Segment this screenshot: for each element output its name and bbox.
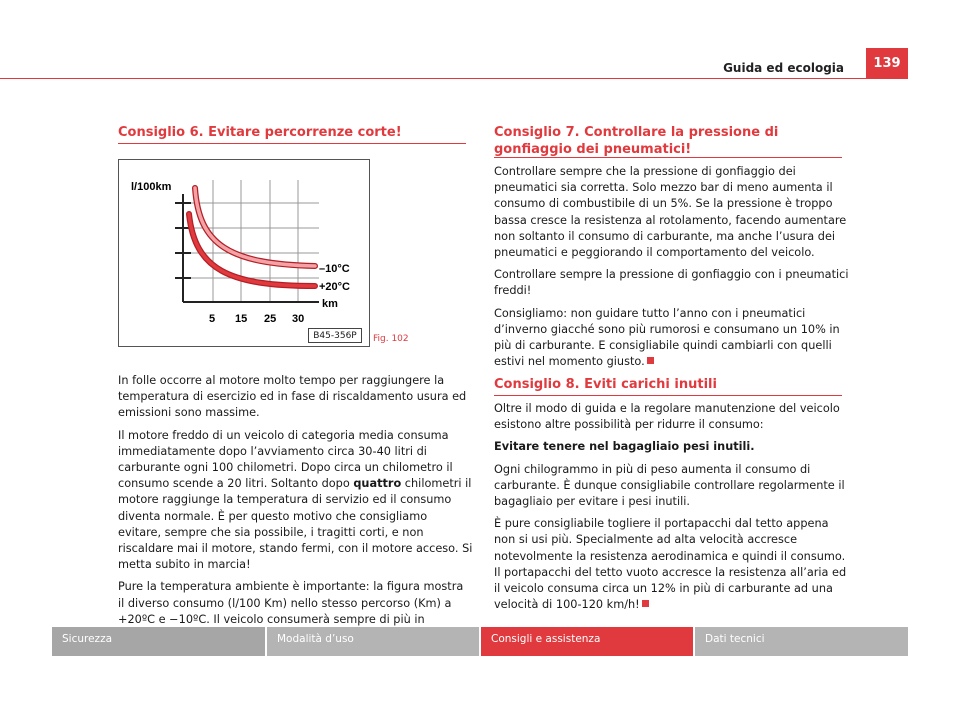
tab-sicurezza[interactable]: Sicurezza — [52, 627, 265, 656]
paragraph: In folle occorre al motore molto tempo per raggiungere la temperatura di esercizio ed in fase di riscaldamento usura ed emissioni sono massime. — [118, 374, 467, 420]
chart-ylabel: l/100km — [131, 181, 172, 193]
heading-consiglio-7: Consiglio 7. Controllare la pressione di gonfiaggio dei pneumatici! — [494, 125, 779, 157]
heading-rule — [494, 395, 842, 396]
right-body-bottom — [494, 401, 849, 619]
xtick-label: 5 — [209, 313, 216, 325]
paragraph: Consigliamo: non guidare tutto l’anno con i pneumatici d’inverno giacché sono più rumorosi e consumano un 10% in più di carburante. E consigliabile quindi cambiarli con quelli estivi nel momento giusto. — [494, 306, 840, 369]
end-square-icon — [642, 600, 649, 607]
figure-caption: Fig. 102 — [373, 334, 409, 344]
xtick-label: 15 — [235, 313, 248, 325]
paragraph: È pure consigliabile togliere il portapacchi dal tetto appena non si usi più. Specialmente ad alta velocità accresce notevolmente la resistenza aerodinamica e quindi il consumo. Il portapacchi del tetto vuoto accresce la resistenza all’aria ed il veicolo consuma circa un 12% in più di carburante ad una velocità di 100-120 km/h! — [494, 517, 847, 612]
curve-warm — [189, 214, 315, 286]
paragraph: Ogni chilogrammo in più di peso aumenta il consumo di carburante. È dunque consigliabile controllare regolarmente il bagagliaio per evitare i pesi inutili. — [494, 462, 845, 509]
right-body-top — [494, 164, 849, 376]
end-square-icon — [647, 357, 654, 364]
tab-modalita-uso[interactable]: Modalità d’uso — [267, 627, 479, 656]
curve-warm-label: +20°C — [319, 281, 351, 293]
page-number: 139 — [866, 48, 908, 78]
heading-consiglio-8: Consiglio 8. Eviti carichi inutili — [494, 377, 717, 392]
figure-code: B45-356P — [308, 328, 362, 343]
header-rule — [0, 78, 908, 79]
paragraph: Oltre il modo di guida e la regolare manutenzione del veicolo esistono altre possibilità per ridurre il consumo: — [494, 402, 840, 432]
paragraph: Controllare sempre che la pressione di gonfiaggio dei pneumatici sia corretta. Solo mezzo bar di meno aumenta il consumo di combustibile di un 5%. Se la pressione è troppo bassa cresce la resistenza al rotolamento, facendo aumentare non soltanto il consumo di carburante, ma anche l’usura dei pneumatici e peggiorando il comportamento del veicolo. — [494, 165, 847, 260]
tab-consigli-assistenza[interactable]: Consigli e assistenza — [481, 627, 693, 656]
paragraph: Pure la temperatura ambiente è importante: la figura mostra il diverso consumo (l/100 Km) nello stesso percorso (Km) a +20ºC e −10ºC. Il veicolo consumerà sempre di più in — [118, 579, 473, 644]
section-title: Guida ed ecologia — [723, 61, 844, 75]
curve-warm-outline — [189, 214, 315, 286]
paragraph: Controllare sempre la pressione di gonfiaggio con i pneumatici freddi! — [494, 268, 849, 298]
heading-consiglio-6: Consiglio 6. Evitare percorrenze corte! — [118, 125, 402, 140]
consumption-chart-svg — [119, 160, 369, 346]
figure-consumption-chart — [118, 159, 370, 347]
xtick-label: 30 — [292, 313, 305, 325]
xtick-label: 25 — [264, 313, 277, 325]
bold-word: quattro — [353, 477, 402, 491]
left-body — [118, 373, 473, 650]
heading-rule — [118, 143, 466, 144]
curve-cold-label: –10°C — [319, 263, 350, 275]
bold-paragraph: Evitare tenere nel bagagliaio pesi inutili. — [494, 440, 755, 454]
chart-xlabel: km — [322, 298, 338, 310]
heading-rule — [494, 157, 842, 158]
paragraph: Il motore freddo di un veicolo di categoria media consuma immediatamente dopo l’avviamento circa 30-40 litri di carburante ogni 100 chilometri. Dopo circa un chilometro il consumo scende a 20 litri. Soltanto dopo quattro chilometri il motore raggiunge la temperatura di servizio ed il consumo diventa normale. È per questo motivo che consigliamo evitare, sempre che sia possibile, i tragitti corti, e non riscaldare mai il motore, stando fermi, con il motore acceso. Si metta subito in marcia! — [118, 428, 473, 572]
tab-dati-tecnici[interactable]: Dati tecnici — [695, 627, 908, 656]
